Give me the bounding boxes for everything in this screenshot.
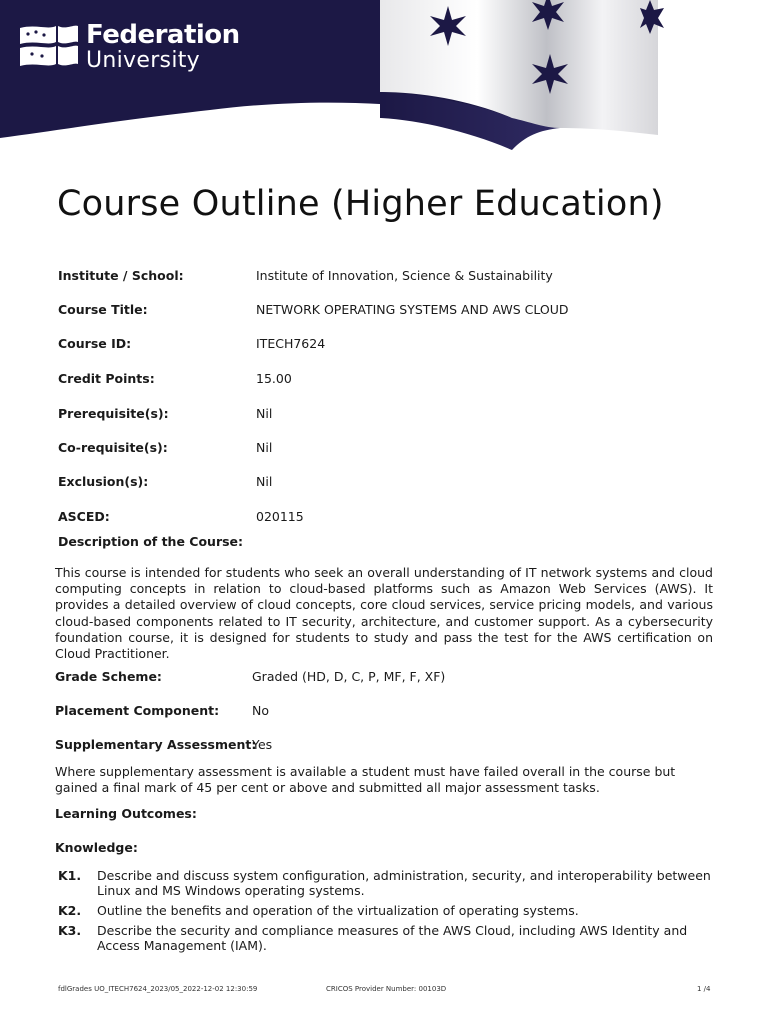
university-logo: [18, 20, 248, 76]
detail-value-corequisites: Nil: [256, 440, 273, 455]
knowledge-code: K3.: [58, 923, 82, 938]
description-heading: Description of the Course:: [58, 534, 244, 549]
footer-document-id: fdlGrades UO_ITECH7624_2023/05_2022-12-02 12:30:59: [58, 985, 258, 993]
detail-value-placement: No: [252, 703, 269, 718]
knowledge-code: K1.: [58, 868, 82, 883]
page-title: Course Outline (Higher Education): [57, 184, 664, 224]
supplementary-text: Where supplementary assessment is available a student must have failed overall in the course but gained a final mark of 45 per cent or above and submitted all major assessment tasks.: [55, 764, 676, 796]
learning-outcomes-heading: Learning Outcomes:: [55, 806, 197, 821]
detail-value-grade-scheme: Graded (HD, D, C, P, MF, F, XF): [252, 669, 446, 684]
detail-value-course-id: ITECH7624: [256, 336, 326, 351]
detail-label-placement: Placement Component:: [55, 703, 220, 718]
detail-label-credit-points: Credit Points:: [58, 371, 155, 386]
detail-label-exclusions: Exclusion(s):: [58, 474, 149, 489]
university-crest-icon: [18, 22, 80, 70]
detail-label-course-id: Course ID:: [58, 336, 132, 351]
detail-value-institute: Institute of Innovation, Science & Sustainability: [256, 268, 553, 283]
knowledge-text: Describe the security and compliance measures of the AWS Cloud, including AWS Identity and Access Management (IAM).: [97, 923, 688, 953]
footer-page-number: 1 /4: [697, 985, 711, 993]
detail-value-supplementary: Yes: [252, 737, 273, 752]
knowledge-text: Describe and discuss system configuration, administration, security, and interoperability between Linux and MS Windows operating systems.: [97, 868, 711, 898]
detail-label-corequisites: Co-requisite(s):: [58, 440, 168, 455]
footer-cricos: CRICOS Provider Number: 00103D: [326, 985, 447, 993]
logo-wordmark-university: University: [86, 48, 200, 73]
detail-label-asced: ASCED:: [58, 509, 110, 524]
knowledge-code: K2.: [58, 903, 82, 918]
detail-value-course-title: NETWORK OPERATING SYSTEMS AND AWS CLOUD: [256, 302, 569, 317]
detail-label-grade-scheme: Grade Scheme:: [55, 669, 162, 684]
detail-label-prerequisites: Prerequisite(s):: [58, 406, 169, 421]
knowledge-text: Outline the benefits and operation of the virtualization of operating systems.: [97, 903, 579, 918]
detail-value-asced: 020115: [256, 509, 304, 524]
detail-value-exclusions: Nil: [256, 474, 273, 489]
description-text: This course is intended for students who seek an overall understanding of IT network systems and cloud computing concepts in relation to cloud-based platforms such as Amazon Web Services (AWS). It provides a detailed overview of cloud concepts, core cloud services, service pricing models, and various cloud-based components related to IT security, architecture, and customer support. As a cybersecurity foundation course, it is designed for students to study and pass the test for the AWS certification on Cloud Practitioner.: [55, 565, 713, 662]
detail-value-credit-points: 15.00: [256, 371, 292, 386]
logo-wordmark-federation: Federation: [86, 20, 240, 50]
detail-label-course-title: Course Title:: [58, 302, 148, 317]
detail-label-supplementary: Supplementary Assessment:: [55, 737, 257, 752]
detail-label-institute: Institute / School:: [58, 268, 184, 283]
header-banner: [0, 0, 768, 160]
knowledge-heading: Knowledge:: [55, 840, 138, 855]
detail-value-prerequisites: Nil: [256, 406, 273, 421]
